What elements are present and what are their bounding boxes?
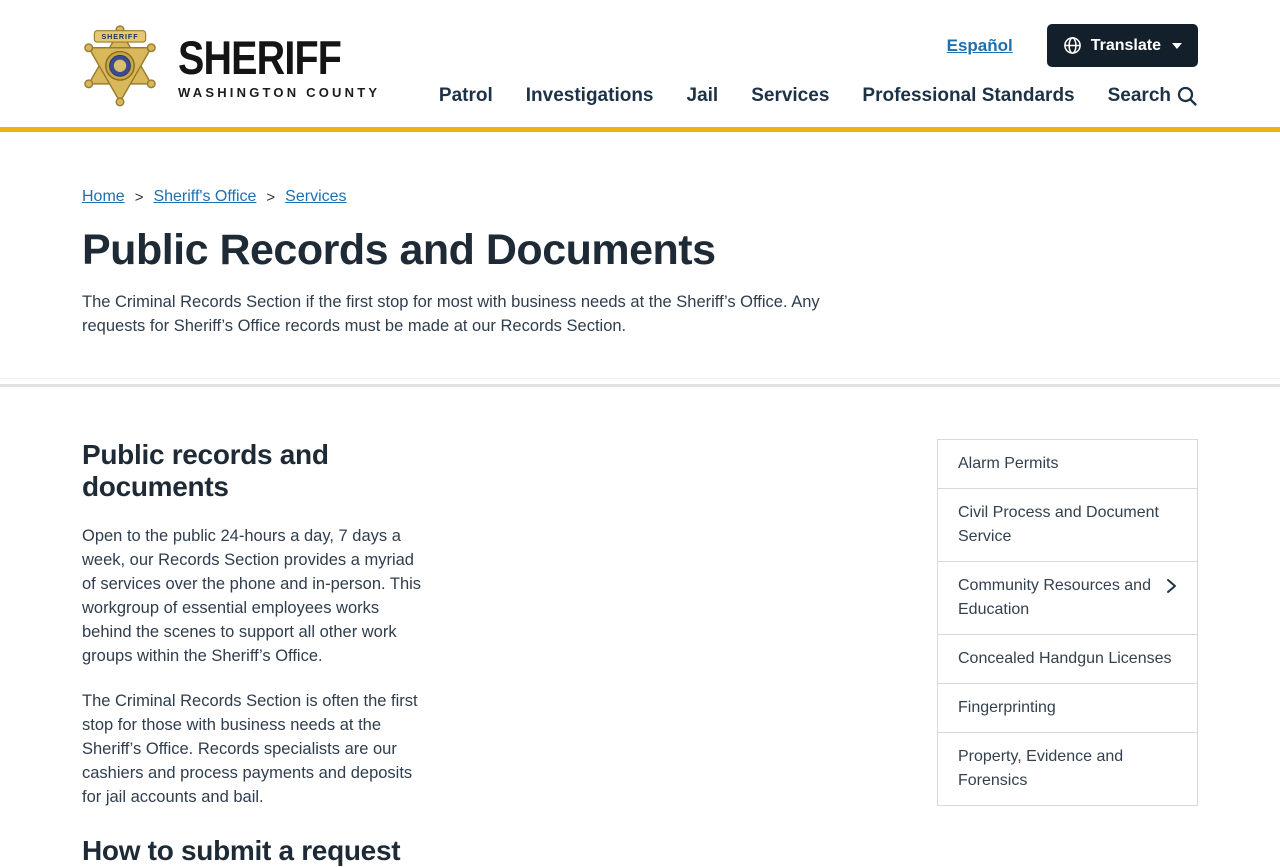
page-intro: The Criminal Records Section if the first stop for most with business needs at the Sheriff’s Office. Any requests for Sheriff’s Office records must be made at our Records Section. (82, 293, 820, 335)
breadcrumb-services[interactable]: Services (285, 188, 347, 205)
header-inner (82, 0, 1198, 127)
body-paragraph-2: The Criminal Records Section is often the first stop for those with business needs at the Sheriff’s Office. Records specialists are our cashiers and process payments and deposits for jail accounts and bail. (82, 692, 418, 806)
nav-item-patrol[interactable]: Patrol (438, 85, 493, 106)
records-text-column (82, 439, 422, 867)
page-title: Public Records and Documents (82, 226, 716, 274)
espanol-link[interactable]: Español (946, 35, 1013, 55)
nav-item-jail[interactable]: Jail (686, 85, 719, 106)
brand-wordmark-block (178, 31, 381, 100)
sidebar-item-community-resources[interactable] (937, 561, 1198, 635)
sidebar-item-label: Alarm Permits (958, 455, 1059, 472)
chevron-down-icon (1172, 43, 1182, 49)
breadcrumb-home[interactable]: Home (82, 188, 125, 205)
related-services-list (937, 439, 1198, 806)
sidebar-item-fingerprinting[interactable] (937, 683, 1198, 733)
sidebar-item-label: Civil Process and Document Service (958, 504, 1159, 545)
next-section-heading-cutoff: How to submit a request (82, 835, 401, 866)
section-divider (0, 378, 1280, 387)
sidebar-item-label: Property, Evidence and Forensics (958, 748, 1124, 789)
body-paragraph-1: Open to the public 24-hours a day, 7 days a week, our Records Section provides a myriad of services over the phone and in-person. This workgroup of essential employees works behind the scenes to support all other work groups within the Sheriff’s Office. (82, 527, 422, 665)
breadcrumb-separator: > (266, 188, 276, 206)
nav-item-search[interactable] (1108, 85, 1198, 107)
sheriff-badge-icon (82, 14, 158, 110)
search-icon (1176, 85, 1198, 107)
main-content (0, 188, 1280, 867)
brand-wordmark: SHERIFF (178, 31, 342, 84)
chevron-right-icon (1163, 578, 1179, 594)
sidebar-item-label: Fingerprinting (958, 699, 1056, 716)
logo-link[interactable] (82, 14, 380, 110)
translate-button[interactable] (1047, 24, 1198, 67)
sidebar-item-label: Community Resources and Education (958, 577, 1151, 618)
breadcrumb-separator: > (134, 188, 144, 206)
utility-row (947, 24, 1198, 67)
sidebar-item-civil-process[interactable] (937, 488, 1198, 562)
nav-search-label: Search (1107, 85, 1171, 106)
nav-item-investigations[interactable]: Investigations (525, 85, 654, 106)
nav-item-services[interactable]: Services (751, 85, 830, 106)
brand-tagline: WASHINGTON COUNTY (178, 84, 381, 100)
translate-label: Translate (1090, 36, 1161, 54)
sidebar-item-property-evidence[interactable] (937, 732, 1198, 806)
nav-item-professional-standards[interactable]: Professional Standards (862, 85, 1075, 106)
sidebar-item-alarm-permits[interactable] (937, 439, 1198, 489)
section-heading: Public records and documents (82, 439, 329, 502)
records-section (82, 439, 1198, 867)
breadcrumb (82, 188, 1198, 206)
intro-block (82, 188, 1198, 338)
breadcrumb-sheriffs-office[interactable]: Sheriff's Office (153, 188, 257, 205)
sidebar-item-label: Concealed Handgun Licenses (958, 650, 1172, 667)
globe-icon (1063, 36, 1082, 55)
site-header (0, 0, 1280, 132)
header-right (439, 14, 1198, 107)
badge-banner-text: SHERIFF (101, 33, 139, 42)
sidebar-item-concealed-handgun[interactable] (937, 634, 1198, 684)
main-nav (439, 85, 1198, 107)
